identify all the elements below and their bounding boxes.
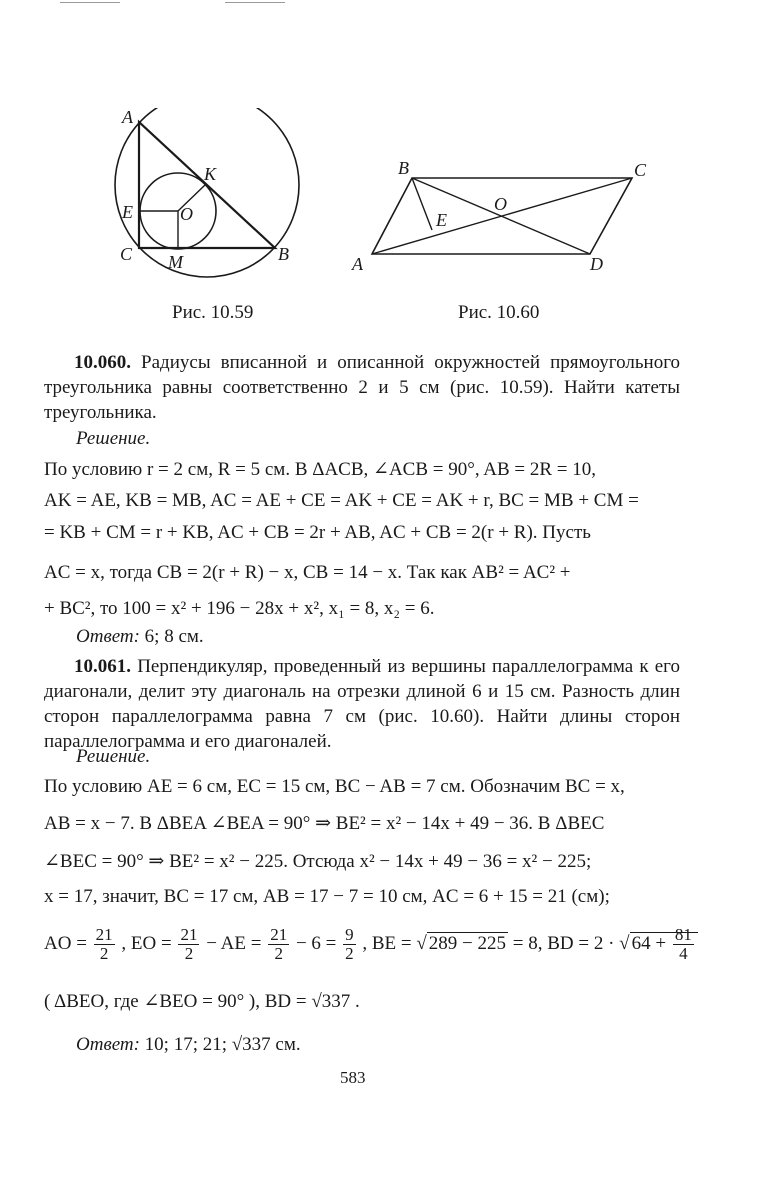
fraction: $\frac{9}{2}$	[345, 925, 354, 963]
answer-10-060	[76, 626, 204, 648]
point-o-label: O	[180, 204, 193, 224]
point-e-label: E	[122, 202, 133, 222]
point-b-label: B	[278, 244, 289, 264]
answer-10-061	[76, 1034, 301, 1056]
solution-line: + BC², то 100 = x² + 196 − 28x + x², x₁ = 8, x₂ = 6.	[44, 598, 435, 619]
solution-line: x = 17, значит, BC = 17 см, AB = 17 − 7 = 10 см, AC = 6 + 15 = 21 (см);	[44, 886, 610, 907]
point-m-label: M	[168, 252, 183, 272]
point-a-label: A	[122, 108, 133, 127]
solution-line: = KB + CM = r + KB, AC + CB = 2r + AB, AC + CB = 2(r + R). Пусть	[44, 522, 591, 543]
top-rule-left	[60, 2, 120, 3]
problem-10-061-statement	[44, 654, 680, 754]
point-o-label: O	[494, 194, 507, 214]
top-rule-right	[225, 2, 285, 3]
point-c-label: C	[120, 244, 133, 264]
caption-fig-10-59: Рис. 10.59	[172, 302, 254, 323]
solution-label: Решение.	[76, 428, 151, 449]
fraction: $\frac{21}{2}$	[180, 925, 198, 963]
point-d-label: D	[590, 254, 603, 274]
answer-value: 10; 17; 21; √337 см.	[144, 1034, 301, 1055]
solution-line: ( ΔBEO, где ∠BEO = 90° ), BD = √337 .	[44, 991, 360, 1012]
fraction: $\frac{81}{4}$	[674, 925, 692, 963]
answer-label: Ответ:	[76, 626, 140, 647]
answer-value: 6; 8 см.	[144, 626, 204, 647]
problem-text: Радиусы вписанной и описанной окружностей прямоугольного треугольника равны соответственно 2 и 5 см (рис. 10.59). Найти катеты треугольника.	[44, 352, 681, 423]
problem-number: 10.060.	[74, 352, 131, 373]
solution-line: ∠BEC = 90° ⇒ BE² = x² − 225. Отсюда x² − 14x + 49 − 36 = x² − 225;	[44, 851, 592, 872]
solution-line: По условию AE = 6 см, EC = 15 см, BC − AB = 7 см. Обозначим BC = x,	[44, 776, 625, 797]
point-k-label: K	[204, 164, 217, 184]
page-number: 583	[340, 1068, 366, 1087]
problem-number: 10.061.	[74, 656, 131, 677]
formula-line: AO = $\frac{21}{2}$ , EO = $\frac{21}{2}$ − AE = $\frac{21}{2}$ − 6 = $\frac{9}{2}$ , BE = √ 289 − 225 = 8, BD = 2 · √ 64 + $\frac{81}{4}$	[44, 926, 684, 976]
solution-line: По условию r = 2 см, R = 5 см. В ΔACB, ∠ACB = 90°, AB = 2R = 10,	[44, 459, 597, 480]
point-b-label: B	[398, 158, 409, 178]
sqrt-radicand: 64 + $\frac{81}{4}$	[630, 932, 698, 954]
answer-label: Ответ:	[76, 1034, 140, 1055]
problem-text: Перпендикуляр, проведенный из вершины параллелограмма к его диагонали, делит эту диагональ на отрезки длиной 6 и 15 см. Разность длин сторон параллелограмма равна 7 см (рис. 10.60). Найти длины сторон параллелограмма и его диагоналей.	[44, 656, 681, 752]
triangle-acb	[139, 122, 275, 248]
point-c-label: C	[634, 160, 647, 180]
circumscribed-circle	[115, 108, 299, 277]
caption-fig-10-60: Рис. 10.60	[458, 302, 540, 323]
solution-line: AB = x − 7. В ΔBEA ∠BEA = 90° ⇒ BE² = x² − 14x + 49 − 36. В ΔBEC	[44, 813, 605, 834]
problem-10-060-statement	[44, 350, 680, 425]
fraction: $\frac{21}{2}$	[270, 925, 288, 963]
figure-10-59	[108, 108, 318, 278]
point-a-label: A	[352, 254, 363, 274]
fraction: $\frac{21}{2}$	[95, 925, 113, 963]
sqrt-radicand: 289 − 225	[428, 932, 507, 954]
solution-label: Решение.	[76, 746, 151, 767]
solution-line: AK = AE, KB = MB, AC = AE + CE = AK + CE = AK + r, BC = MB + CM =	[44, 490, 639, 511]
figure-10-60	[350, 158, 670, 278]
solution-line: AC = x, тогда CB = 2(r + R) − x, CB = 14 − x. Так как AB² = AC² +	[44, 562, 571, 583]
point-e-label: E	[436, 210, 447, 230]
